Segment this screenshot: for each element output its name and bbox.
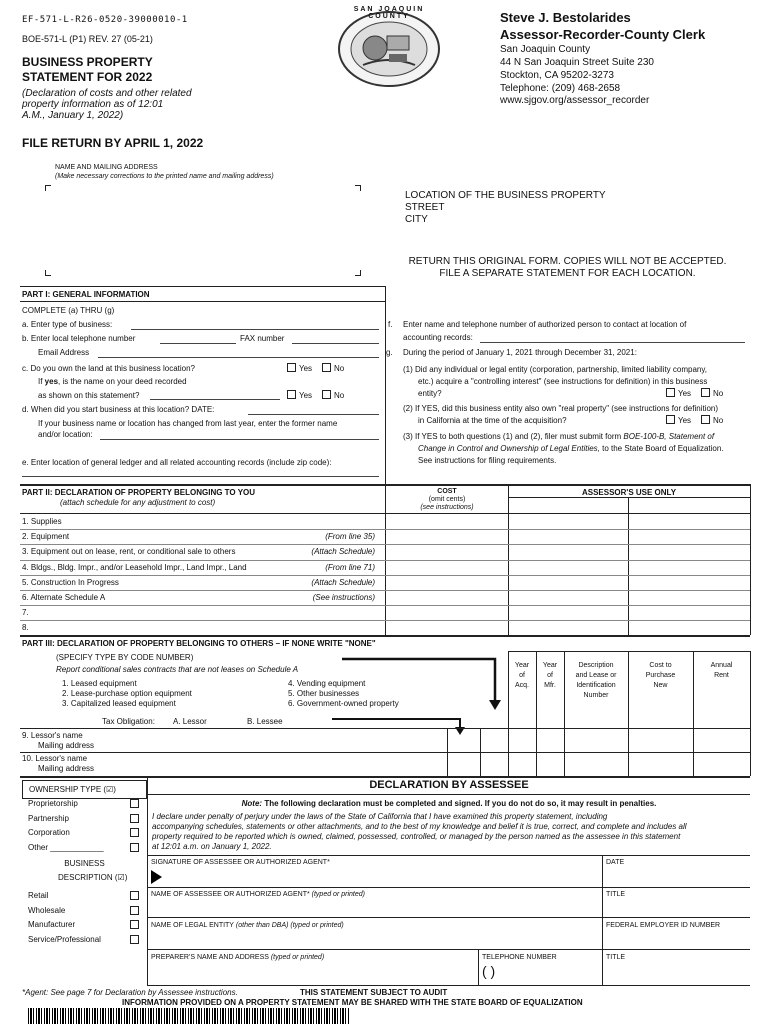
form-subtitle-line3: A.M., January 1, 2022) bbox=[22, 110, 124, 121]
ownership-type-label: Proprietorship bbox=[28, 799, 78, 808]
mailing-sublabel: (Make necessary corrections to the printed name and mailing address) bbox=[55, 173, 274, 180]
part1-f-line1: Enter name and telephone number of authorized person to contact at location of bbox=[403, 320, 687, 329]
street-label: STREET bbox=[405, 202, 445, 213]
agent-note: *Agent: See page 7 for Declaration by Assessee instructions. bbox=[22, 988, 238, 997]
declaration-text-3: property required to be reported which is owned, claimed, possessed, controlled, or managed by the person named as the assessee in this statement bbox=[152, 832, 681, 841]
part2-row-label: 4. Bldgs., Bldg. Impr., and/or Leasehold Impr., Land Impr., Land bbox=[22, 563, 247, 572]
part2-row-note: (See instructions) bbox=[312, 593, 375, 602]
cost-omit-cents: (omit cents) bbox=[428, 496, 466, 503]
official-title: Assessor-Recorder-County Clerk bbox=[500, 27, 706, 42]
part2-row-label: 5. Construction In Progress bbox=[22, 578, 119, 587]
tax-obligation-lessor: A. Lessor bbox=[173, 717, 207, 726]
part2-subheading: (attach schedule for any adjustment to cost) bbox=[60, 498, 216, 507]
fax-field[interactable] bbox=[292, 343, 379, 344]
no-label: No bbox=[713, 389, 724, 398]
part1-f-letter: f. bbox=[388, 320, 393, 329]
declaration-heading: DECLARATION BY ASSESSEE bbox=[369, 779, 529, 791]
part3-specify: (SPECIFY TYPE BY CODE NUMBER) bbox=[56, 653, 194, 662]
col-year-acq: Year of Acq. bbox=[514, 662, 530, 689]
part1-g-label: During the period of January 1, 2021 through December 31, 2021: bbox=[403, 348, 637, 357]
form-title-line1: BUSINESS PROPERTY bbox=[22, 55, 153, 69]
real-property-no-checkbox[interactable] bbox=[701, 415, 710, 424]
part1-c-label: c. Do you own the land at this business location? bbox=[22, 364, 195, 373]
part1-heading: PART I: GENERAL INFORMATION bbox=[22, 290, 150, 299]
part1-g-q2-line2: in California at the time of the acquisition? bbox=[418, 416, 567, 425]
code-2: 2. Lease-purchase option equipment bbox=[62, 689, 192, 698]
form-subtitle-line1: (Declaration of costs and other related bbox=[22, 88, 192, 99]
preparer-field[interactable] bbox=[151, 963, 473, 981]
preparer-title-label: TITLE bbox=[606, 954, 626, 961]
deed-recorded-yes-checkbox[interactable] bbox=[287, 390, 296, 399]
seal-text: SAN JOAQUIN COUNTY bbox=[353, 6, 425, 20]
code-3: 3. Capitalized leased equipment bbox=[62, 699, 176, 708]
code-1: 1. Leased equipment bbox=[62, 679, 137, 688]
signature-label: SIGNATURE OF ASSESSEE OR AUTHORIZED AGENT* bbox=[151, 859, 330, 866]
part2-cost-field[interactable] bbox=[387, 561, 506, 574]
tax-obligation-label: Tax Obligation: bbox=[102, 717, 155, 726]
website-link[interactable]: www.sjgov.org/assessor_recorder bbox=[500, 95, 650, 106]
email-label: Email Address bbox=[38, 348, 90, 357]
part2-cost-field[interactable] bbox=[387, 591, 506, 604]
part1-f-line2: accounting records: bbox=[403, 333, 473, 342]
county-name: San Joaquin County bbox=[500, 44, 591, 55]
telephone-label: TELEPHONE NUMBER bbox=[482, 954, 557, 961]
legal-entity-label: NAME OF LEGAL ENTITY (other than DBA) (typed or printed) bbox=[151, 922, 344, 929]
code-4: 4. Vending equipment bbox=[288, 679, 366, 688]
no-label: No bbox=[334, 391, 345, 400]
arrow-icon bbox=[330, 717, 470, 737]
contact-person-field[interactable] bbox=[480, 342, 745, 343]
city-label: CITY bbox=[405, 214, 428, 225]
part2-cost-field[interactable] bbox=[387, 621, 506, 634]
ownership-type-checkbox[interactable] bbox=[130, 799, 139, 808]
business-type-field[interactable] bbox=[131, 329, 379, 330]
ledger-location-field[interactable] bbox=[22, 476, 379, 477]
code-6: 6. Government-owned property bbox=[288, 699, 399, 708]
fein-field[interactable] bbox=[606, 931, 746, 945]
row-divider bbox=[20, 560, 750, 561]
file-return-deadline: FILE RETURN BY APRIL 1, 2022 bbox=[22, 136, 204, 150]
start-date-field[interactable] bbox=[248, 414, 379, 415]
business-desc-checkbox[interactable] bbox=[130, 935, 139, 944]
part3-heading: PART III: DECLARATION OF PROPERTY BELONGING TO OTHERS – IF NONE WRITE "NONE" bbox=[22, 639, 376, 648]
part2-row-label: 1. Supplies bbox=[22, 517, 62, 526]
part2-row-note: (Attach Schedule) bbox=[311, 547, 375, 556]
arrow-icon bbox=[340, 656, 510, 726]
part1-g-q1-line2: etc.) acquire a "controlling interest" (see instructions for definition) in this business bbox=[418, 377, 708, 386]
part1-g-q2-line1: (2) If YES, did this business entity also own "real property" (see instructions for definition) bbox=[403, 404, 719, 413]
form-revision: BOE-571-L (P1) REV. 27 (05-21) bbox=[22, 34, 153, 44]
row-divider bbox=[20, 575, 750, 576]
part2-row-label: 8. bbox=[22, 623, 29, 632]
part1-g-q1-line1: (1) Did any individual or legal entity (corporation, partnership, limited liability company, bbox=[403, 365, 707, 374]
part1-b-label: b. Enter local telephone number bbox=[22, 334, 136, 343]
legal-entity-field[interactable] bbox=[151, 931, 598, 945]
part1-g-q3-line3: See instructions for filing requirements. bbox=[418, 456, 557, 465]
corner-mark bbox=[355, 270, 361, 276]
part2-row-label: 7. bbox=[22, 608, 29, 617]
deed-recorded-no-checkbox[interactable] bbox=[322, 390, 331, 399]
preparer-title-field[interactable] bbox=[606, 963, 746, 981]
part1-g-letter: g. bbox=[386, 348, 393, 357]
audit-notice: THIS STATEMENT SUBJECT TO AUDIT bbox=[300, 988, 448, 997]
line10-lessor-name: 10. Lessor's name bbox=[22, 754, 88, 763]
date-field[interactable] bbox=[606, 868, 746, 884]
col-description: Description and Lease or Identification Number bbox=[575, 662, 617, 699]
ownership-heading: OWNERSHIP TYPE (☑) bbox=[29, 785, 116, 794]
land-own-yes-checkbox[interactable] bbox=[287, 363, 296, 372]
business-desc-heading2: DESCRIPTION (☑) bbox=[58, 873, 128, 882]
no-label: No bbox=[334, 364, 345, 373]
declaration-text-1: I declare under penalty of perjury under the laws of the State of California that I have examined this property statement, including bbox=[152, 812, 608, 821]
part1-g-q3-line1: (3) If YES to both questions (1) and (2), filer must submit form BOE-100-B, Statement of bbox=[403, 432, 715, 441]
row-divider bbox=[20, 620, 750, 621]
cost-column-header: COST bbox=[437, 488, 457, 495]
part2-row-note: (Attach Schedule) bbox=[311, 578, 375, 587]
boe-sharing-notice: INFORMATION PROVIDED ON A PROPERTY STATEMENT MAY BE SHARED WITH THE STATE BOARD OF EQUALIZATION bbox=[122, 998, 583, 1007]
col-cost-new: Cost to Purchase New bbox=[645, 662, 676, 689]
date-label: DATE bbox=[606, 859, 625, 866]
row-divider bbox=[20, 605, 750, 606]
ownership-type-label: Partnership bbox=[28, 813, 69, 823]
part1-complete-instructions: COMPLETE (a) THRU (g) bbox=[22, 306, 115, 315]
telephone-field[interactable]: ( ) bbox=[482, 963, 496, 979]
part2-heading: PART II: DECLARATION OF PROPERTY BELONGING TO YOU bbox=[22, 488, 256, 497]
business-desc-label: Wholesale bbox=[28, 905, 66, 915]
signature-field[interactable] bbox=[168, 866, 598, 884]
official-name: Steve J. Bestolarides bbox=[500, 10, 631, 25]
declaration-text-4: at 12:01 a.m. on January 1, 2022. bbox=[152, 842, 272, 851]
ownership-type-checkbox[interactable] bbox=[130, 814, 139, 823]
part1-g-q1-line3: entity? bbox=[418, 389, 442, 398]
corner-mark bbox=[45, 185, 51, 191]
business-desc-heading1: BUSINESS bbox=[64, 859, 105, 868]
line9-lessor-name: 9. Lessor's name bbox=[22, 731, 83, 740]
address-line1: 44 N San Joaquin Street Suite 230 bbox=[500, 57, 654, 68]
preparer-label: PREPARER'S NAME AND ADDRESS (typed or printed) bbox=[151, 954, 325, 961]
business-desc-label: Retail bbox=[28, 891, 49, 900]
business-desc-label: Manufacturer bbox=[28, 920, 76, 929]
row-divider bbox=[20, 590, 750, 591]
line10-mailing-address: Mailing address bbox=[38, 764, 95, 773]
col-year-mfr: Year of Mfr. bbox=[542, 662, 558, 689]
county-seal-icon bbox=[333, 6, 445, 88]
part2-row-label: 2. Equipment bbox=[22, 532, 70, 541]
barcode bbox=[28, 1008, 350, 1024]
form-subtitle-line2: property information as of 12:01 bbox=[22, 99, 164, 110]
row-divider bbox=[20, 544, 750, 545]
business-desc-label: Service/Professional bbox=[28, 934, 101, 944]
location-label: LOCATION OF THE BUSINESS PROPERTY bbox=[405, 190, 606, 201]
part1-c-deed-label: as shown on this statement? bbox=[38, 391, 140, 400]
mailing-address-field[interactable] bbox=[52, 192, 352, 267]
part2-cost-field[interactable] bbox=[387, 515, 506, 528]
yes-label: Yes bbox=[678, 416, 692, 425]
email-field[interactable] bbox=[98, 357, 379, 358]
former-name-field[interactable] bbox=[100, 439, 379, 440]
ownership-type-checkbox[interactable] bbox=[130, 828, 139, 837]
part2-cost-field[interactable] bbox=[387, 530, 506, 543]
form-code: EF-571-L-R26-0520-39000010-1 bbox=[22, 15, 188, 25]
address-line2: Stockton, CA 95202-3273 bbox=[500, 70, 614, 81]
mailing-label: NAME AND MAILING ADDRESS bbox=[55, 164, 158, 171]
part1-d-label: d. When did you start business at this location? DATE: bbox=[22, 405, 215, 414]
ownership-type-label: Corporation bbox=[28, 828, 70, 837]
ownership-heading-box bbox=[22, 780, 147, 799]
title-label: TITLE bbox=[606, 891, 626, 898]
business-desc-checkbox[interactable] bbox=[130, 906, 139, 915]
assessee-name-field[interactable] bbox=[151, 900, 598, 914]
part1-e-label: e. Enter location of general ledger and all related accounting records (include zip code): bbox=[22, 458, 332, 467]
yes-label: Yes bbox=[299, 364, 313, 373]
part2-row-label: 6. Alternate Schedule A bbox=[22, 593, 106, 602]
part2-row-label: 3. Equipment out on lease, rent, or conditional sale to others bbox=[22, 547, 236, 556]
part1-a-label: a. Enter type of business: bbox=[22, 320, 113, 329]
row-divider bbox=[20, 529, 750, 530]
code-5: 5. Other businesses bbox=[288, 689, 360, 698]
return-note-1: RETURN THIS ORIGINAL FORM. COPIES WILL NOT BE ACCEPTED. bbox=[408, 256, 727, 267]
part2-row-note: (From line 71) bbox=[325, 563, 375, 572]
col-annual-rent: Annual Rent bbox=[710, 662, 733, 679]
assessee-name-label: NAME OF ASSESSEE OR AUTHORIZED AGENT* (typed or printed) bbox=[151, 891, 365, 898]
sign-here-arrow-icon bbox=[151, 870, 162, 884]
business-desc-checkbox[interactable] bbox=[130, 891, 139, 900]
part1-g-q3-line2: Change in Control and Ownership of Legal Entities, to the State Board of Equalization. bbox=[418, 444, 724, 453]
local-phone-field[interactable] bbox=[160, 343, 236, 344]
part2-row-note: (From line 35) bbox=[325, 532, 375, 541]
form-title-line2: STATEMENT FOR 2022 bbox=[22, 70, 153, 84]
no-label: No bbox=[713, 416, 724, 425]
control-interest-no-checkbox[interactable] bbox=[701, 388, 710, 397]
assessors-use-only-header: ASSESSOR'S USE ONLY bbox=[581, 488, 677, 497]
declaration-note: Note: The following declaration must be completed and signed. If you do not do so, it may result in penalties. bbox=[241, 799, 657, 808]
declaration-text-2: accompanying schedules, statements or other attachments, and to the best of my knowledge and belief it is true, correct, and complete and includes all bbox=[152, 822, 687, 831]
part1-d-former-name: If your business name or location has changed from last year, enter the former name bbox=[38, 419, 338, 428]
title-field[interactable] bbox=[606, 900, 746, 914]
yes-label: Yes bbox=[299, 391, 313, 400]
fein-label: FEDERAL EMPLOYER ID NUMBER bbox=[606, 922, 721, 929]
corner-mark bbox=[355, 185, 361, 191]
real-property-yes-checkbox[interactable] bbox=[666, 415, 675, 424]
land-own-no-checkbox[interactable] bbox=[322, 363, 331, 372]
control-interest-yes-checkbox[interactable] bbox=[666, 388, 675, 397]
part1-d-location: and/or location: bbox=[38, 430, 93, 439]
part2-cost-field[interactable] bbox=[387, 576, 506, 589]
part3-report-note: Report conditional sales contracts that are not leases on Schedule A bbox=[56, 665, 299, 674]
corner-mark bbox=[45, 270, 51, 276]
line9-mailing-address: Mailing address bbox=[38, 741, 95, 750]
tax-obligation-lessee: B. Lessee bbox=[247, 717, 283, 726]
business-desc-checkbox[interactable] bbox=[130, 920, 139, 929]
ownership-type-label: Other ____________ bbox=[28, 842, 104, 852]
part2-cost-field[interactable] bbox=[387, 606, 506, 619]
yes-label: Yes bbox=[678, 389, 692, 398]
part2-cost-field[interactable] bbox=[387, 545, 506, 558]
part1-c-if-yes: If yes, is the name on your deed recorded bbox=[38, 377, 187, 386]
ownership-type-checkbox[interactable] bbox=[130, 843, 139, 852]
return-note-2: FILE A SEPARATE STATEMENT FOR EACH LOCATION. bbox=[439, 268, 696, 279]
fax-label: FAX number bbox=[240, 334, 285, 343]
phone-number: Telephone: (209) 468-2658 bbox=[500, 83, 621, 94]
cost-see-instructions: (see instructions) bbox=[420, 504, 474, 511]
